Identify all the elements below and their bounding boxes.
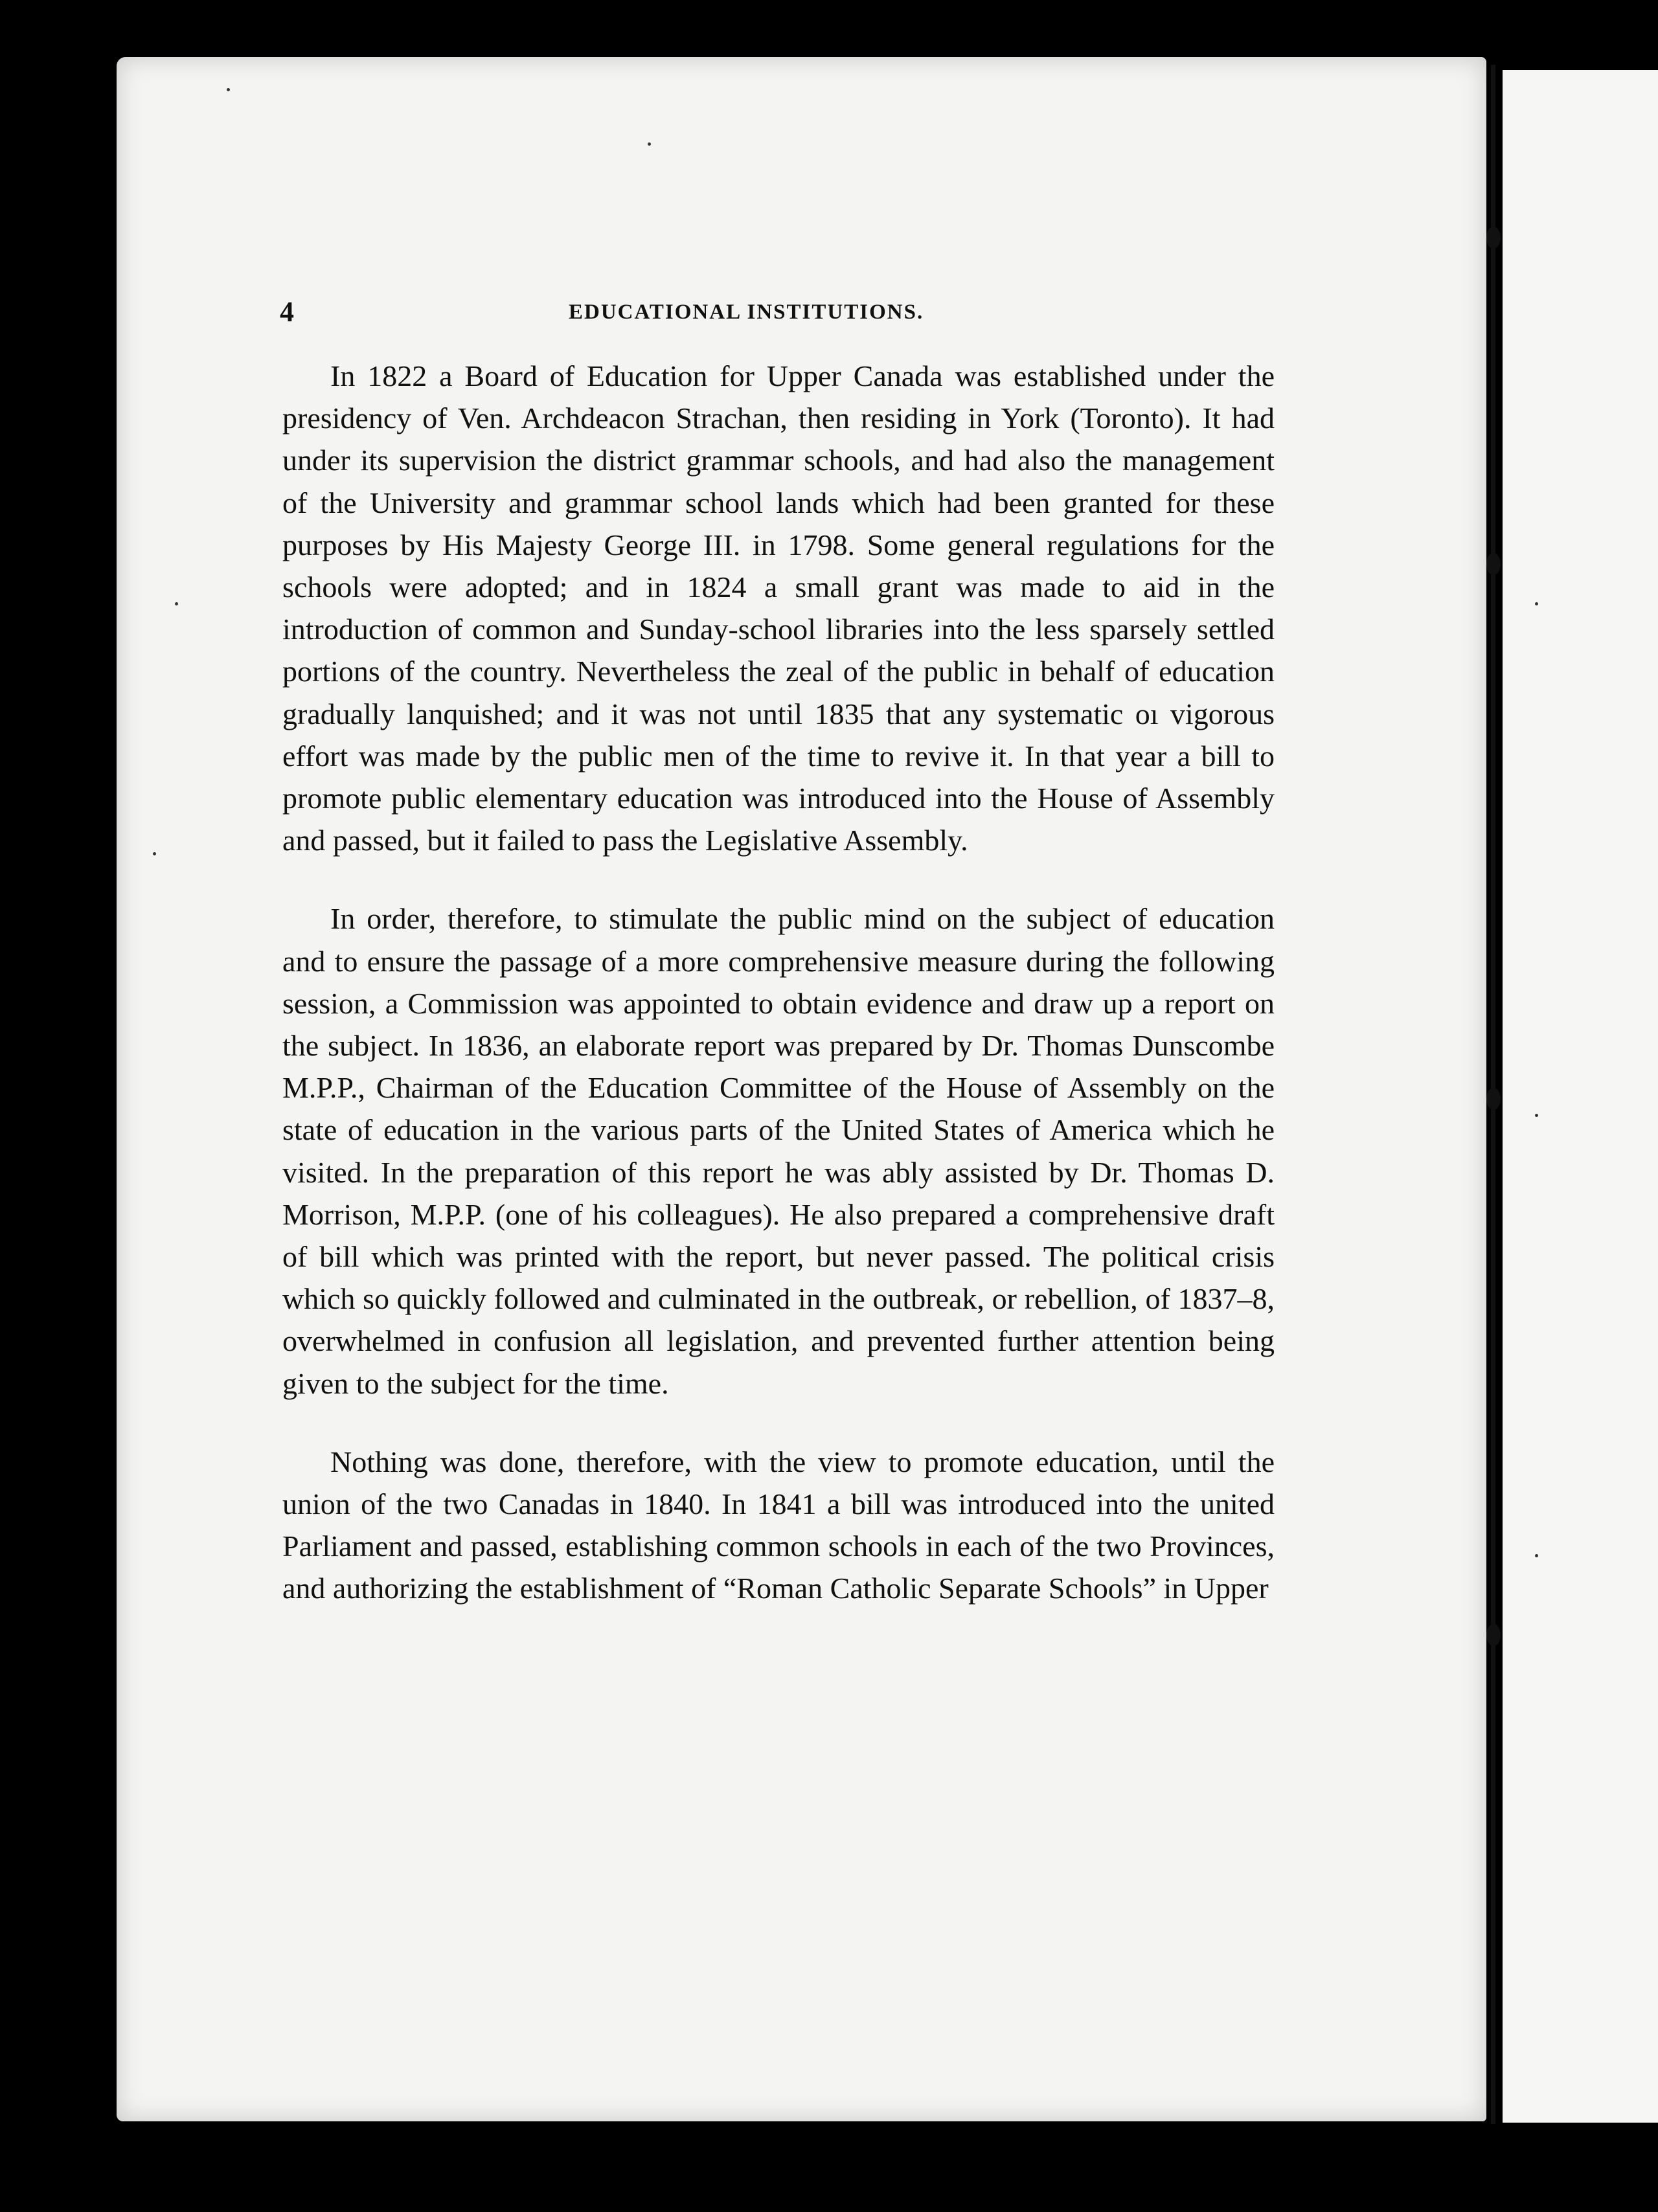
running-head: EDUCATIONAL INSTITUTIONS. <box>569 300 924 324</box>
binding-knot <box>1486 227 1501 249</box>
scan-speck <box>1535 1114 1538 1117</box>
facing-page-edge <box>1503 70 1658 2123</box>
binding-knot <box>1486 1624 1501 1646</box>
paragraph-3: Nothing was done, therefore, with the view to promote education, until the union of the two Canadas in 1840. In 1841 a bill was introduced into the united Parliament and passed, establishing common schools in each of the two Provinces, and authorizing the establishment of “Roman Catholic Separate Schools” in Upper <box>282 1445 1275 1605</box>
paragraph-2: In order, therefore, to stimulate the public mind on the subject of education and to ensure the passage of a more comprehensive measure during the following session, a Commission was appointed to obtain evidence and draw up a report on the subject. In 1836, an elaborate report was prepared by Dr. Thomas Dunscombe M.P.P., Chairman of the Education Committee of the House of Assembly on the state of education in the various parts of the United States of America which he visited. In the preparation of this report he was ably assisted by Dr. Thomas D. Morrison, M.P.P. (one of his colleagues). He also prepared a comprehensive draft of bill which was printed with the report, but never passed. The political crisis which so quickly followed and culminated in the outbreak, or rebellion, of 1837–8, overwhelmed in confusion all legislation, and prevented further attention being given to the subject for the time. <box>282 902 1275 1400</box>
scan-speck <box>227 88 230 91</box>
scan-speck <box>153 852 156 855</box>
scan-speck <box>1535 1554 1538 1557</box>
page-number: 4 <box>280 296 294 328</box>
scan-speck <box>175 602 178 605</box>
binding-knot <box>1486 553 1501 575</box>
paragraph-1: In 1822 a Board of Education for Upper Canada was established under the presidency of Ven. Archdeacon Strachan, then residing in York (Toronto). It had under its supervision the district grammar schools, and had also the management of the University and grammar school lands which had been granted for these purposes by His Majesty George III. in 1798. Some general regulations for the schools were adopted; and in 1824 a small grant was made to aid in the introduction of common and Sunday-school libraries into the less sparsely settled portions of the country. Nevertheless the zeal of the public in behalf of education gradually lanquished; and it was not until 1835 that any systematic oı vigorous effort was made by the public men of the time to revive it. In that year a bill to promote public elementary education was introduced into the House of Assembly and passed, but it failed to pass the Legislative Assembly. <box>282 359 1275 857</box>
page-header <box>280 295 1275 341</box>
scan-speck <box>648 142 651 146</box>
scan-speck <box>1535 602 1538 605</box>
body-text <box>282 355 1275 1610</box>
binding-knot <box>1486 1088 1501 1110</box>
